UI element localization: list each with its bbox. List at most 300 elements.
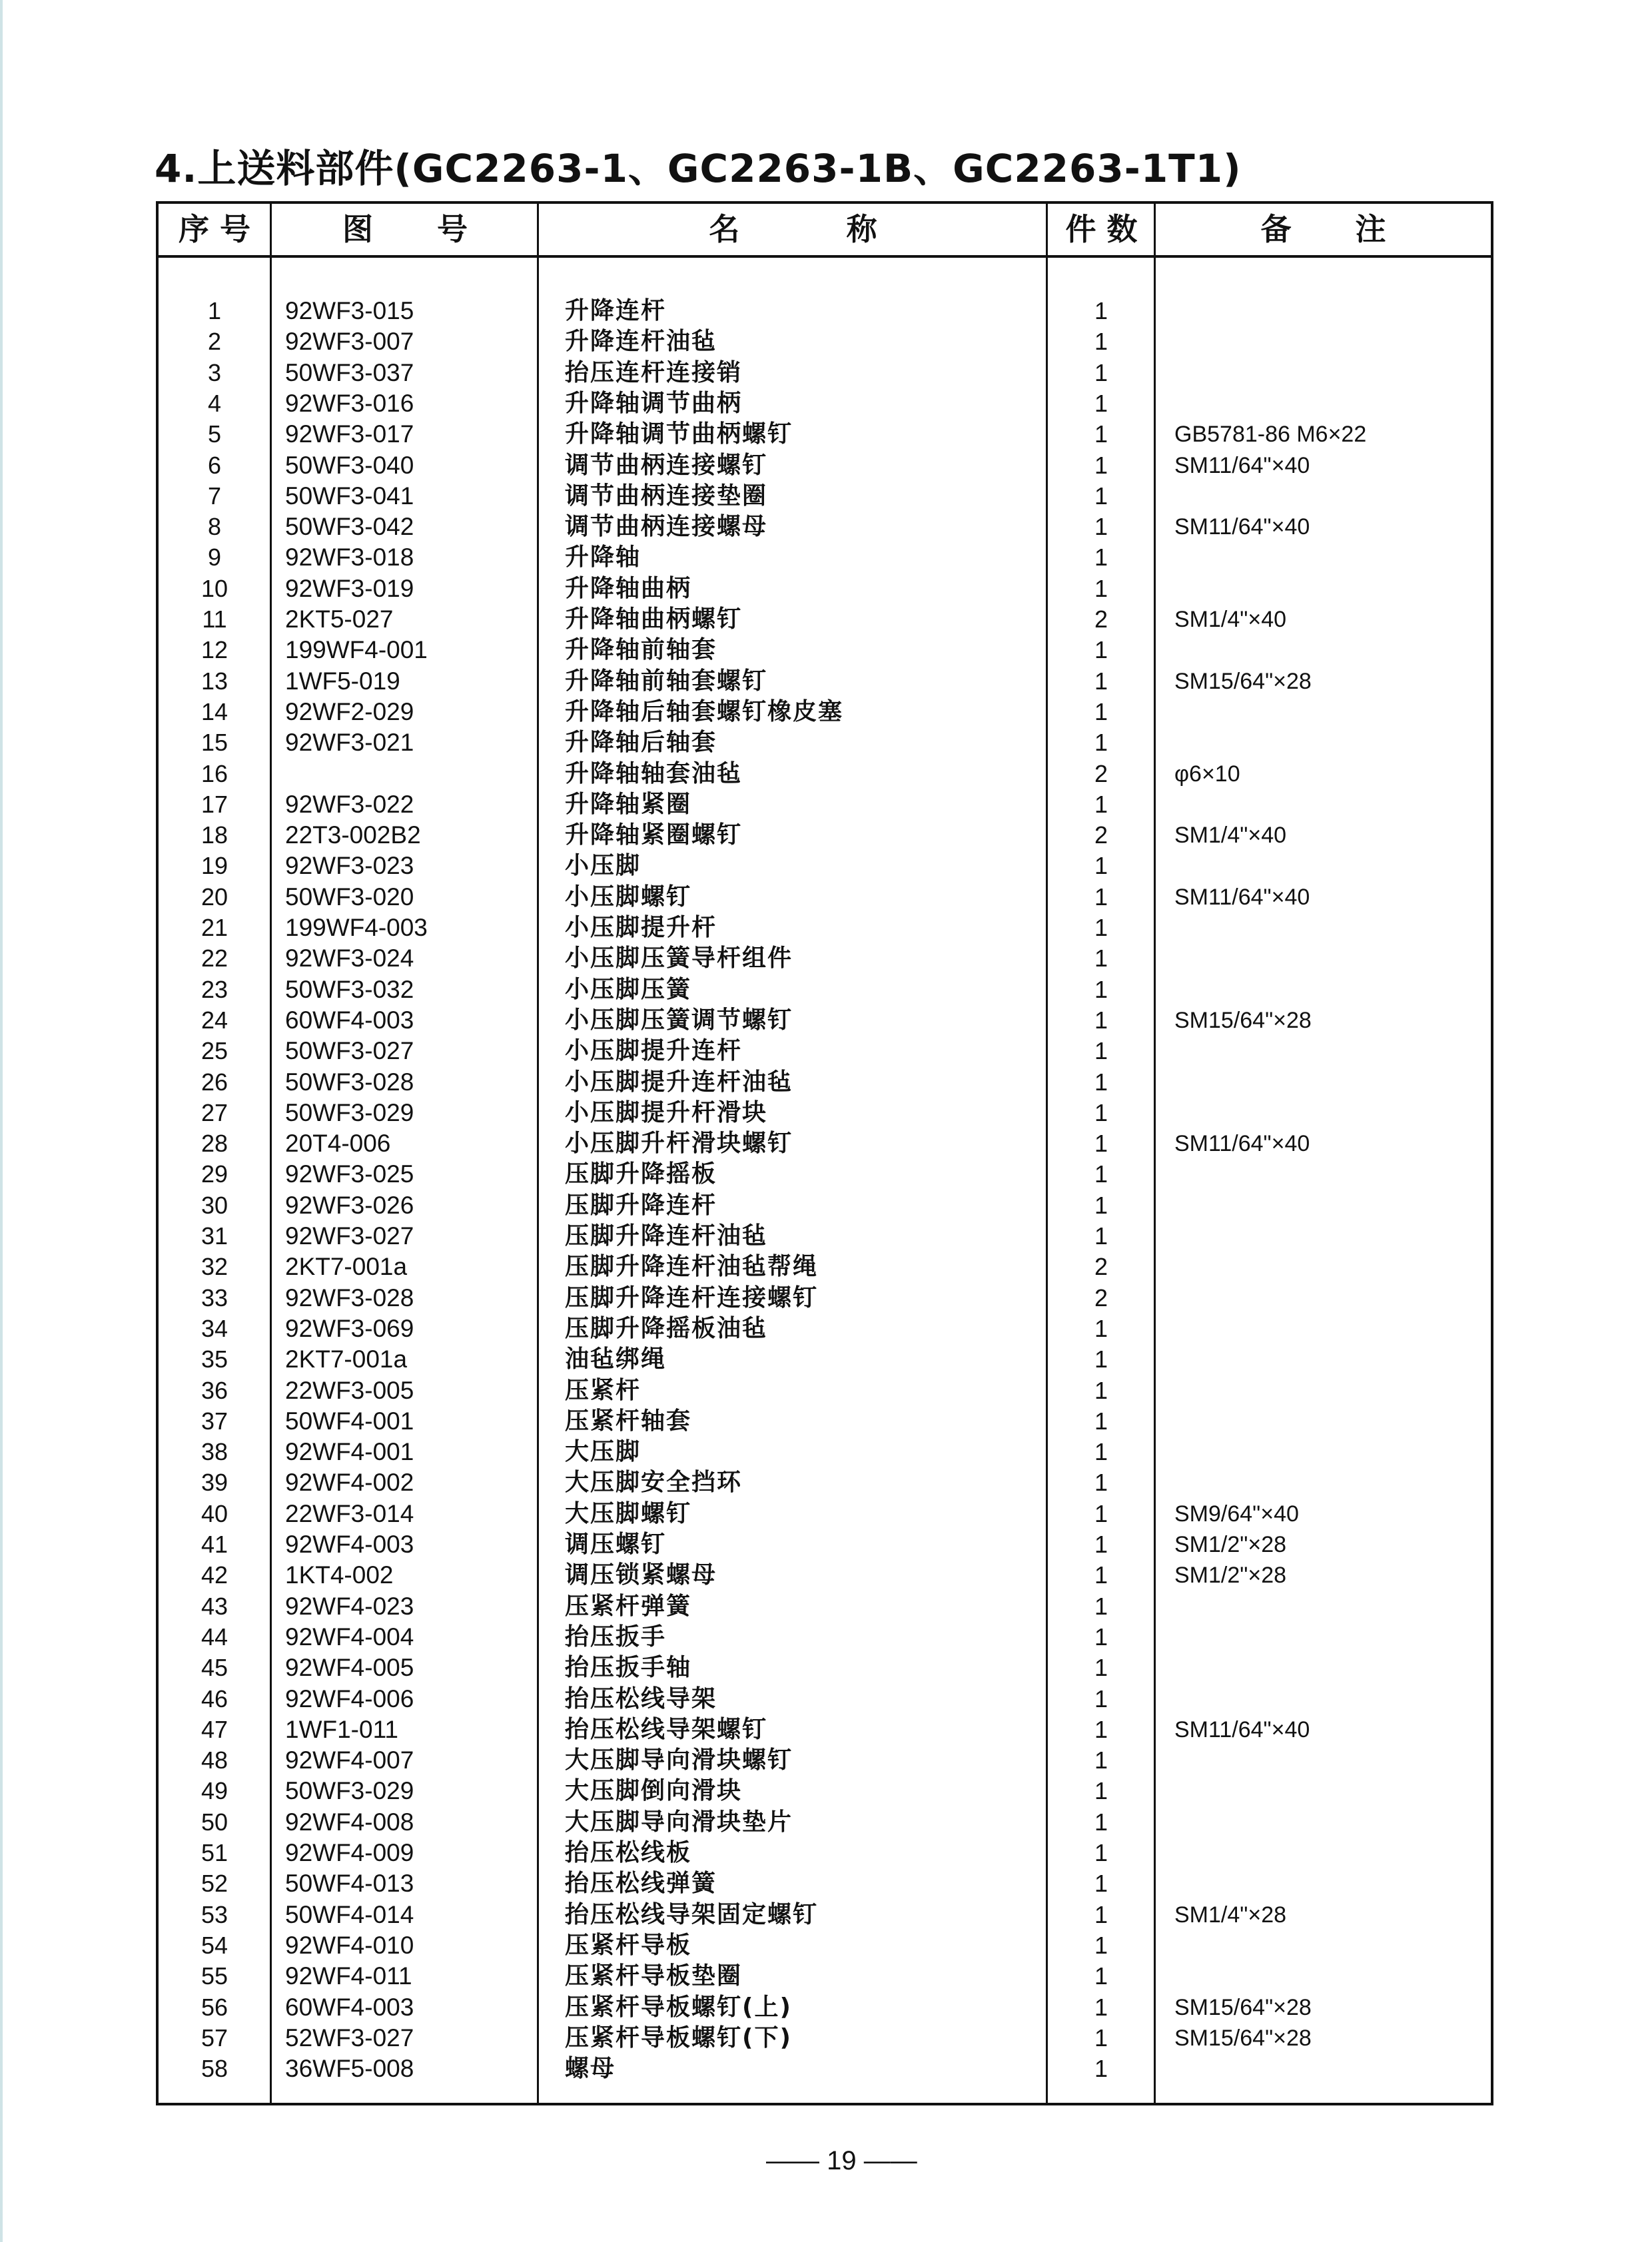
table-row <box>159 1930 1491 1961</box>
table-row <box>159 1221 1491 1252</box>
part-name: 大压脚倒向滑块 <box>565 1777 743 1805</box>
table-row <box>159 1036 1491 1066</box>
remark: SM11/64"×40 <box>1174 514 1310 540</box>
part-name: 压紧杆 <box>565 1376 641 1404</box>
quantity: 1 <box>1094 1130 1108 1158</box>
row-number: 41 <box>201 1531 228 1558</box>
quantity: 1 <box>1094 697 1108 725</box>
table-row <box>159 635 1491 665</box>
remark: SM1/4"×40 <box>1174 823 1287 849</box>
table-row <box>159 1159 1491 1190</box>
quantity: 2 <box>1094 759 1108 787</box>
table-row <box>159 789 1491 820</box>
table-row <box>159 974 1491 1005</box>
part-number: 92WF3-025 <box>285 1160 414 1188</box>
part-number: 20T4-006 <box>285 1130 391 1158</box>
part-number: 2KT7-001a <box>285 1253 408 1281</box>
quantity: 1 <box>1094 2055 1108 2083</box>
row-number: 51 <box>201 1839 228 1866</box>
quantity: 1 <box>1094 1684 1108 1712</box>
part-name: 压紧杆弹簧 <box>565 1592 692 1620</box>
part-name: 大压脚 <box>565 1438 641 1466</box>
quantity: 1 <box>1094 389 1108 417</box>
row-number: 43 <box>201 1592 228 1620</box>
part-name: 调压螺钉 <box>565 1531 667 1558</box>
remark: SM15/64"×28 <box>1174 668 1312 694</box>
row-number: 33 <box>201 1284 228 1311</box>
row-number: 34 <box>201 1314 228 1342</box>
part-number: 50WF3-029 <box>285 1777 414 1805</box>
part-name: 压紧杆导板垫圈 <box>565 1962 743 1990</box>
remark: φ6×10 <box>1174 761 1240 787</box>
part-name: 抬压松线导架固定螺钉 <box>565 1900 819 1928</box>
quantity: 1 <box>1094 1469 1108 1497</box>
part-name: 压脚升降摇板油毡 <box>565 1314 768 1342</box>
table-row <box>159 1098 1491 1128</box>
table-row <box>159 2054 1491 2084</box>
part-number: 2KT5-027 <box>285 605 394 633</box>
page-number: —— 19 —— <box>766 2146 917 2175</box>
table-row <box>159 1622 1491 1653</box>
table-row <box>159 1807 1491 1838</box>
part-name: 升降轴调节曲柄螺钉 <box>565 420 793 448</box>
table-row <box>159 1344 1491 1375</box>
remark: SM11/64"×40 <box>1174 452 1310 478</box>
part-number: 199WF4-001 <box>285 636 428 664</box>
table-row <box>159 1868 1491 1899</box>
quantity: 1 <box>1094 790 1108 818</box>
part-name: 小压脚压簧导杆组件 <box>565 944 793 972</box>
part-name: 升降轴紧圈 <box>565 790 692 818</box>
table-row <box>159 1560 1491 1591</box>
row-number: 24 <box>201 1006 228 1034</box>
part-number: 92WF3-024 <box>285 944 414 972</box>
quantity: 1 <box>1094 544 1108 571</box>
quantity: 1 <box>1094 1900 1108 1928</box>
quantity: 1 <box>1094 1623 1108 1651</box>
part-name: 小压脚提升连杆油毡 <box>565 1068 793 1096</box>
quantity: 1 <box>1094 451 1108 479</box>
table-row <box>159 1128 1491 1159</box>
part-number: 1KT4-002 <box>285 1561 394 1589</box>
part-number: 50WF3-029 <box>285 1098 414 1126</box>
row-number: 28 <box>201 1130 228 1158</box>
row-number: 54 <box>201 1931 228 1959</box>
quantity: 1 <box>1094 1407 1108 1435</box>
row-number: 53 <box>201 1900 228 1928</box>
part-number: 92WF4-005 <box>285 1654 414 1682</box>
part-name: 小压脚 <box>565 852 641 880</box>
quantity: 1 <box>1094 1993 1108 2021</box>
row-number: 30 <box>201 1191 228 1219</box>
part-name: 抬压连杆连接销 <box>565 358 743 386</box>
remark: SM15/64"×28 <box>1174 1007 1312 1033</box>
table-row <box>159 419 1491 450</box>
part-number: 50WF3-042 <box>285 513 414 541</box>
part-number: 50WF3-032 <box>285 975 414 1003</box>
part-number: 92WF4-001 <box>285 1438 414 1466</box>
quantity: 1 <box>1094 328 1108 356</box>
quantity: 1 <box>1094 944 1108 972</box>
table-row <box>159 1900 1491 1930</box>
table-row <box>159 1745 1491 1776</box>
part-number: 50WF3-037 <box>285 358 414 386</box>
table-row <box>159 358 1491 388</box>
part-name: 小压脚螺钉 <box>565 883 692 911</box>
scan-edge <box>0 0 3 2242</box>
part-number: 92WF3-007 <box>285 328 414 356</box>
row-number: 27 <box>201 1098 228 1126</box>
table-row <box>159 326 1491 357</box>
row-number: 17 <box>201 790 228 818</box>
parts-table <box>156 201 1493 2105</box>
table-header <box>159 204 1491 258</box>
table-row <box>159 1776 1491 1806</box>
part-number: 92WF3-019 <box>285 574 414 602</box>
quantity: 1 <box>1094 1808 1108 1836</box>
part-number: 92WF3-015 <box>285 297 414 324</box>
quantity: 1 <box>1094 2024 1108 2052</box>
table-row <box>159 727 1491 758</box>
row-number: 37 <box>201 1407 228 1435</box>
header-qty: 件 数 <box>1065 211 1138 247</box>
quantity: 1 <box>1094 1098 1108 1126</box>
quantity: 1 <box>1094 1376 1108 1404</box>
row-number: 48 <box>201 1746 228 1774</box>
row-number: 42 <box>201 1561 228 1589</box>
part-number: 92WF3-022 <box>285 790 414 818</box>
table-row <box>159 1714 1491 1745</box>
row-number: 19 <box>201 852 228 880</box>
remark: SM1/4"×28 <box>1174 1902 1287 1928</box>
part-number: 92WF4-009 <box>285 1839 414 1866</box>
remark: SM1/2"×28 <box>1174 1563 1287 1589</box>
part-name: 升降连杆油毡 <box>565 328 717 356</box>
part-name: 升降轴前轴套 <box>565 636 717 664</box>
row-number: 46 <box>201 1684 228 1712</box>
part-number: 92WF3-069 <box>285 1314 414 1342</box>
remark: GB5781-86 M6×22 <box>1174 422 1367 448</box>
row-number: 15 <box>201 729 228 757</box>
part-name: 调节曲柄连接垫圈 <box>565 482 768 510</box>
part-number: 92WF3-023 <box>285 852 414 880</box>
row-number: 50 <box>201 1808 228 1836</box>
remark: SM15/64"×28 <box>1174 2025 1312 2051</box>
part-name: 大压脚螺钉 <box>565 1499 692 1527</box>
quantity: 1 <box>1094 420 1108 448</box>
part-name: 压脚升降连杆油毡帮绳 <box>565 1253 819 1281</box>
row-number: 16 <box>201 759 228 787</box>
table-row <box>159 913 1491 943</box>
part-name: 压脚升降连杆 <box>565 1191 717 1219</box>
part-number: 1WF5-019 <box>285 667 400 695</box>
part-name: 螺母 <box>565 2055 616 2083</box>
part-number: 92WF4-008 <box>285 1808 414 1836</box>
quantity: 1 <box>1094 1561 1108 1589</box>
row-number: 14 <box>201 697 228 725</box>
remark: SM15/64"×28 <box>1174 1994 1312 2020</box>
part-name: 抬压松线导架螺钉 <box>565 1715 768 1743</box>
row-number: 9 <box>207 544 222 571</box>
table-row <box>159 851 1491 881</box>
row-number: 3 <box>207 358 222 386</box>
quantity: 1 <box>1094 729 1108 757</box>
part-name: 升降轴前轴套螺钉 <box>565 667 768 695</box>
row-number: 39 <box>201 1469 228 1497</box>
quantity: 2 <box>1094 1284 1108 1311</box>
part-number: 22WF3-005 <box>285 1376 414 1404</box>
table-row <box>159 1283 1491 1313</box>
part-name: 调节曲柄连接螺母 <box>565 513 768 541</box>
row-number: 5 <box>207 420 222 448</box>
row-number: 26 <box>201 1068 228 1096</box>
quantity: 1 <box>1094 1068 1108 1096</box>
part-name: 小压脚压簧 <box>565 975 692 1003</box>
part-name: 升降轴 <box>565 544 641 571</box>
part-number: 92WF3-017 <box>285 420 414 448</box>
quantity: 1 <box>1094 1499 1108 1527</box>
quantity: 1 <box>1094 1839 1108 1866</box>
part-number: 92WF3-018 <box>285 544 414 571</box>
part-number: 60WF4-003 <box>285 1993 414 2021</box>
row-number: 56 <box>201 1993 228 2021</box>
row-number: 38 <box>201 1438 228 1466</box>
quantity: 2 <box>1094 821 1108 849</box>
quantity: 1 <box>1094 513 1108 541</box>
table-row <box>159 1005 1491 1036</box>
part-name: 压紧杆导板 <box>565 1931 692 1959</box>
quantity: 1 <box>1094 1654 1108 1682</box>
part-name: 升降轴调节曲柄 <box>565 389 743 417</box>
row-number: 35 <box>201 1345 228 1373</box>
table-row <box>159 759 1491 789</box>
quantity: 1 <box>1094 297 1108 324</box>
table-row <box>159 1190 1491 1221</box>
part-number: 22T3-002B2 <box>285 821 421 849</box>
part-name: 小压脚提升杆 <box>565 914 717 941</box>
table-row <box>159 388 1491 419</box>
quantity: 1 <box>1094 1715 1108 1743</box>
table-row <box>159 1499 1491 1529</box>
row-number: 6 <box>207 451 222 479</box>
table-row <box>159 2023 1491 2054</box>
header-note: 备 注 <box>1260 211 1386 247</box>
quantity: 1 <box>1094 1962 1108 1990</box>
part-number: 50WF3-040 <box>285 451 414 479</box>
remark: SM1/2"×28 <box>1174 1532 1287 1557</box>
row-number: 2 <box>207 328 222 356</box>
part-name: 油毡绑绳 <box>565 1345 667 1373</box>
table-row <box>159 1375 1491 1406</box>
part-number: 50WF4-014 <box>285 1900 414 1928</box>
row-number: 10 <box>201 574 228 602</box>
header-name: 名 称 <box>709 211 877 247</box>
part-number: 50WF4-013 <box>285 1870 414 1898</box>
quantity: 1 <box>1094 1931 1108 1959</box>
part-name: 升降轴紧圈螺钉 <box>565 821 743 849</box>
table-row <box>159 573 1491 604</box>
part-number: 22WF3-014 <box>285 1499 414 1527</box>
header-part-no: 图 号 <box>342 211 468 247</box>
part-number: 92WF4-002 <box>285 1469 414 1497</box>
header-no: 序 号 <box>178 211 250 247</box>
quantity: 2 <box>1094 605 1108 633</box>
part-number: 92WF3-027 <box>285 1222 414 1250</box>
table-row <box>159 604 1491 635</box>
row-number: 44 <box>201 1623 228 1651</box>
row-number: 29 <box>201 1160 228 1188</box>
part-name: 升降轴后轴套螺钉橡皮塞 <box>565 697 844 725</box>
table-row <box>159 820 1491 851</box>
row-number: 45 <box>201 1654 228 1682</box>
row-number: 13 <box>201 667 228 695</box>
table-row <box>159 1252 1491 1282</box>
part-name: 大压脚安全挡环 <box>565 1469 743 1497</box>
part-name: 压脚升降摇板 <box>565 1160 717 1188</box>
part-name: 压紧杆轴套 <box>565 1407 692 1435</box>
table-row <box>159 296 1491 326</box>
part-name: 升降连杆 <box>565 297 667 324</box>
part-number: 92WF4-006 <box>285 1684 414 1712</box>
table-row <box>159 943 1491 974</box>
quantity: 1 <box>1094 1222 1108 1250</box>
row-number: 21 <box>201 914 228 941</box>
part-name: 升降轴后轴套 <box>565 729 717 757</box>
part-name: 抬压松线板 <box>565 1839 692 1866</box>
part-number: 50WF3-041 <box>285 482 414 510</box>
part-number: 2KT7-001a <box>285 1345 408 1373</box>
remark: SM11/64"×40 <box>1174 884 1310 910</box>
part-name: 压脚升降连杆连接螺钉 <box>565 1284 819 1311</box>
quantity: 1 <box>1094 1160 1108 1188</box>
quantity: 1 <box>1094 1006 1108 1034</box>
row-number: 23 <box>201 975 228 1003</box>
part-name: 抬压扳手 <box>565 1623 667 1651</box>
part-number: 1WF1-011 <box>285 1715 398 1743</box>
remark: SM11/64"×40 <box>1174 1716 1310 1742</box>
quantity: 1 <box>1094 1314 1108 1342</box>
part-name: 小压脚提升杆滑块 <box>565 1098 768 1126</box>
part-number: 92WF2-029 <box>285 697 414 725</box>
part-number: 36WF5-008 <box>285 2055 414 2083</box>
part-number: 92WF4-010 <box>285 1931 414 1959</box>
table-row <box>159 1067 1491 1098</box>
table-row <box>159 1684 1491 1714</box>
quantity: 1 <box>1094 574 1108 602</box>
quantity: 1 <box>1094 358 1108 386</box>
part-name: 压脚升降连杆油毡 <box>565 1222 768 1250</box>
table-row <box>159 450 1491 481</box>
row-number: 40 <box>201 1499 228 1527</box>
part-name: 升降轴曲柄 <box>565 574 692 602</box>
part-number: 52WF3-027 <box>285 2024 414 2052</box>
quantity: 1 <box>1094 1037 1108 1065</box>
part-number: 92WF4-007 <box>285 1746 414 1774</box>
table-row <box>159 512 1491 542</box>
row-number: 12 <box>201 636 228 664</box>
remark: SM11/64"×40 <box>1174 1131 1310 1157</box>
table-row <box>159 481 1491 512</box>
part-name: 升降轴曲柄螺钉 <box>565 605 743 633</box>
quantity: 1 <box>1094 1870 1108 1898</box>
part-number: 50WF4-001 <box>285 1407 414 1435</box>
table-row <box>159 1406 1491 1437</box>
table-row <box>159 1992 1491 2023</box>
table-row <box>159 1961 1491 1992</box>
part-number: 92WF3-021 <box>285 729 414 757</box>
quantity: 1 <box>1094 975 1108 1003</box>
quantity: 1 <box>1094 482 1108 510</box>
table-row <box>159 882 1491 913</box>
quantity: 1 <box>1094 1345 1108 1373</box>
part-number: 92WF4-003 <box>285 1531 414 1558</box>
row-number: 58 <box>201 2055 228 2083</box>
quantity: 1 <box>1094 1191 1108 1219</box>
row-number: 57 <box>201 2024 228 2052</box>
part-number: 92WF3-016 <box>285 389 414 417</box>
row-number: 52 <box>201 1870 228 1898</box>
quantity: 1 <box>1094 1777 1108 1805</box>
quantity: 1 <box>1094 1531 1108 1558</box>
quantity: 1 <box>1094 883 1108 911</box>
part-number: 92WF3-026 <box>285 1191 414 1219</box>
part-name: 抬压松线弹簧 <box>565 1870 717 1898</box>
quantity: 1 <box>1094 636 1108 664</box>
table-row <box>159 697 1491 727</box>
quantity: 1 <box>1094 914 1108 941</box>
table-row <box>159 666 1491 697</box>
part-number: 92WF4-004 <box>285 1623 414 1651</box>
row-number: 4 <box>207 389 222 417</box>
quantity: 1 <box>1094 1746 1108 1774</box>
section-title: 4.上送料部件(GC2263-1、GC2263-1B、GC2263-1T1) <box>155 146 1242 191</box>
part-number: 199WF4-003 <box>285 914 428 941</box>
part-name: 调节曲柄连接螺钉 <box>565 451 768 479</box>
table-row <box>159 1529 1491 1560</box>
part-number: 50WF3-020 <box>285 883 414 911</box>
row-number: 49 <box>201 1777 228 1805</box>
row-number: 20 <box>201 883 228 911</box>
part-name: 压紧杆导板螺钉(下) <box>565 2024 792 2052</box>
table-row <box>159 1313 1491 1344</box>
part-number: 60WF4-003 <box>285 1006 414 1034</box>
row-number: 1 <box>207 297 222 324</box>
table-row <box>159 1838 1491 1868</box>
part-name: 调压锁紧螺母 <box>565 1561 717 1589</box>
quantity: 1 <box>1094 667 1108 695</box>
row-number: 32 <box>201 1253 228 1281</box>
table-row <box>159 542 1491 573</box>
part-name: 升降轴轴套油毡 <box>565 759 743 787</box>
table-row <box>159 1437 1491 1467</box>
row-number: 36 <box>201 1376 228 1404</box>
row-number: 55 <box>201 1962 228 1990</box>
part-name: 小压脚压簧调节螺钉 <box>565 1006 793 1034</box>
part-name: 小压脚提升连杆 <box>565 1037 743 1065</box>
row-number: 11 <box>202 605 227 633</box>
remark: SM1/4"×40 <box>1174 607 1287 632</box>
part-number: 92WF4-023 <box>285 1592 414 1620</box>
table-row <box>159 1653 1491 1683</box>
part-name: 大压脚导向滑块螺钉 <box>565 1746 793 1774</box>
row-number: 47 <box>201 1715 228 1743</box>
row-number: 31 <box>201 1222 228 1250</box>
part-number: 50WF3-028 <box>285 1068 414 1096</box>
quantity: 1 <box>1094 852 1108 880</box>
part-number: 50WF3-027 <box>285 1037 414 1065</box>
remark: SM9/64"×40 <box>1174 1501 1299 1527</box>
part-number: 92WF4-011 <box>285 1962 412 1990</box>
